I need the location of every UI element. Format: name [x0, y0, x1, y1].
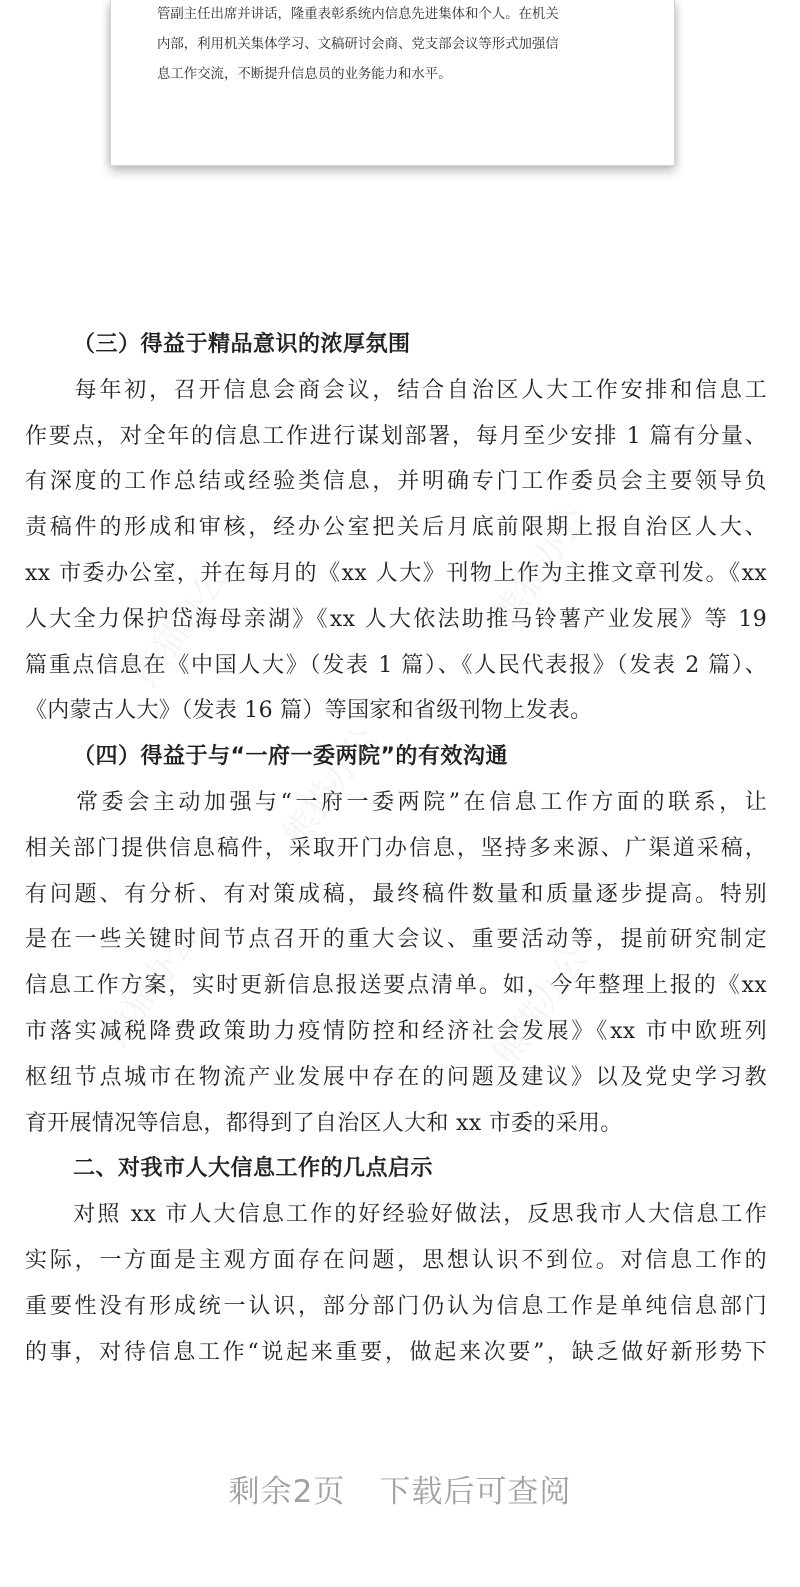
text-line: 作要点，对全年的信息工作进行谋划部署，每月至少安排 1 篇有分量、 [25, 423, 767, 449]
download-prompt-label: 下载后可查阅 [379, 1474, 572, 1510]
text-line: 枢纽节点城市在物流产业发展中存在的问题及建议》以及党史学习教 [25, 1064, 767, 1090]
text-line: 信息工作方案，实时更新信息报送要点清单。如，今年整理上报的《xx [25, 973, 767, 999]
text-line: 是在一些关键时间节点召开的重大会议、重要活动等，提前研究制定 [25, 927, 767, 953]
section-3-paragraph [25, 368, 767, 734]
text-line: 息工作交流，不断提升信息员的业务能力和水平。 [157, 67, 452, 82]
text-line: 篇重点信息在《中国人大》（发表 1 篇）、《人民代表报》（发表 2 篇）、 [25, 652, 767, 678]
text-line: 市落实减税降费政策助力疫情防控和经济社会发展》《xx 市中欧班列 [25, 1018, 767, 1044]
section-4-paragraph [25, 780, 767, 1146]
text-line: 人大全力保护岱海母亲湖》《xx 人大依法助推马铃薯产业发展》等 19 [25, 606, 767, 632]
text-line: 管副主任出席并讲话，隆重表彰系统内信息先进集体和个人。在机关 [157, 7, 559, 22]
text-line: 育开展情况等信息，都得到了自治区人大和 xx 市委的采用。 [25, 1110, 623, 1136]
text-line: 常委会主动加强与“一府一委两院”在信息工作方面的联系，让 [25, 789, 767, 815]
section-heading-4: （四）得益于与“一府一委两院”的有效沟通 [73, 744, 508, 770]
document-page [25, 322, 767, 1375]
text-line: 责稿件的形成和审核，经办公室把关后月底前限期上报自治区人大、 [25, 515, 767, 541]
watermark: 熊猫办公 [95, 919, 207, 1054]
text-line: 相关部门提供信息稿件，采取开门办信息，坚持多来源、广渠道采稿， [25, 835, 767, 861]
remaining-pages-label: 剩余2页 [228, 1474, 346, 1510]
text-line: 对照 xx 市人大信息工作的好经验好做法，反思我市人大信息工作 [25, 1202, 767, 1228]
text-line: 有问题、有分析、有对策成稿，最终稿件数量和质量逐步提高。特别 [25, 881, 767, 907]
text-line: 内部，利用机关集体学习、文稿研讨会商、党支部会议等形式加强信 [157, 37, 559, 52]
watermark: 熊猫办公 [485, 499, 597, 634]
text-line: 《内蒙古人大》（发表 16 篇）等国家和省级刊物上发表。 [25, 698, 593, 724]
part-heading-2: 二、对我市人大信息工作的几点启示 [73, 1156, 434, 1182]
previous-page-card [110, 0, 675, 166]
section-heading-3: （三）得益于精品意识的浓厚氛围 [73, 332, 411, 357]
watermark: 熊猫办公 [275, 719, 387, 854]
watermark: 熊猫办公 [125, 559, 237, 694]
download-prompt-bar[interactable] [0, 1460, 800, 1524]
text-line: 的事，对待信息工作“说起来重要，做起来次要”，缺乏做好新形势下 [25, 1339, 767, 1365]
text-line: xx 市委办公室，并在每月的《xx 人大》刊物上作为主推文章刊发。《xx [25, 560, 767, 586]
text-line: 重要性没有形成统一认识，部分部门仍认为信息工作是单纯信息部门 [25, 1293, 767, 1319]
text-line: 有深度的工作总结或经验类信息，并明确专门工作委员会主要领导负 [25, 469, 767, 495]
text-line: 实际，一方面是主观方面存在问题，思想认识不到位。对信息工作的 [25, 1247, 767, 1273]
watermark: 熊猫办公 [485, 939, 597, 1074]
previous-page-text [157, 0, 637, 90]
part-2-paragraph [25, 1192, 767, 1375]
text-line: 每年初，召开信息会商会议，结合自治区人大工作安排和信息工 [25, 377, 767, 403]
